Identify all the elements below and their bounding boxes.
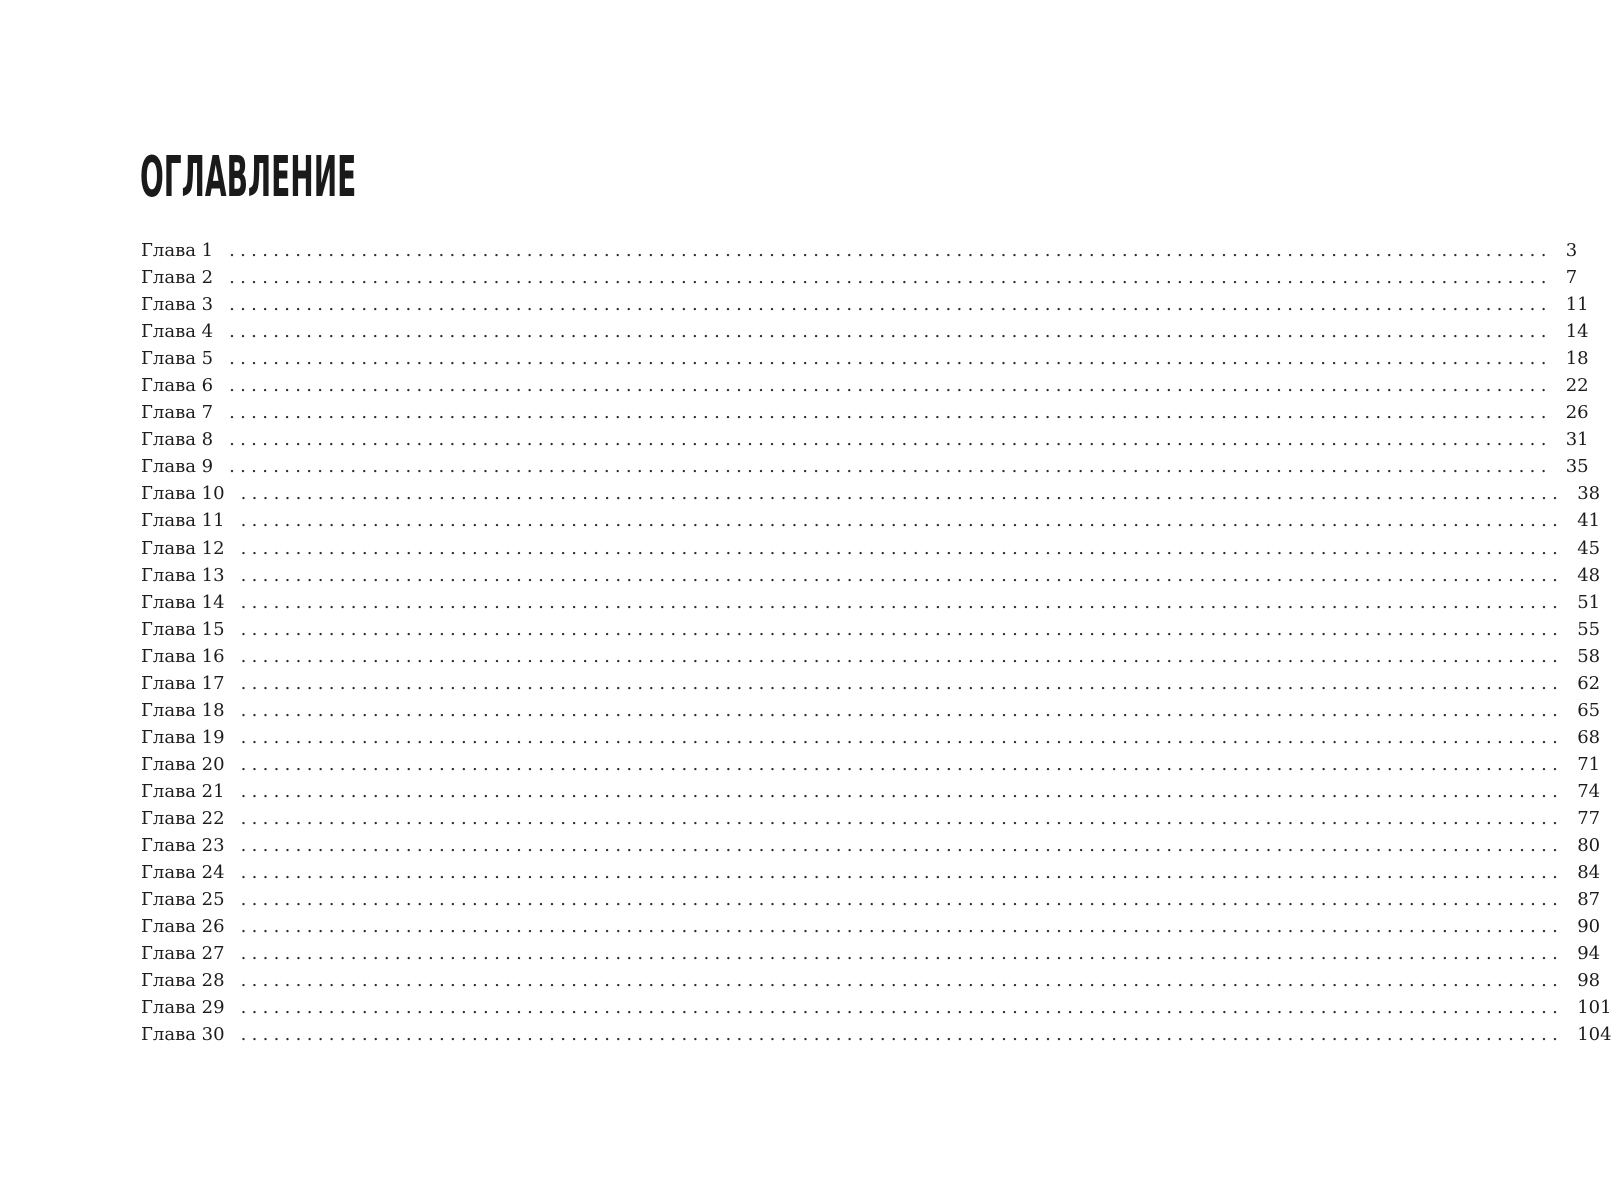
- page-number: 71: [1577, 753, 1601, 775]
- toc-list: [141, 237, 1612, 1048]
- dot-leader: ........................................................................................................................: [229, 456, 1552, 478]
- chapter-label: Глава 27: [141, 943, 225, 965]
- toc-entry[interactable]: [141, 643, 1601, 670]
- page-number: 26: [1565, 402, 1589, 424]
- toc-entry[interactable]: [141, 886, 1601, 913]
- chapter-label: Глава 7: [141, 402, 214, 424]
- toc-entry[interactable]: [141, 589, 1601, 616]
- chapter-label: Глава 22: [141, 807, 225, 829]
- toc-entry[interactable]: [141, 697, 1601, 724]
- toc-entry[interactable]: [141, 237, 1578, 264]
- dot-leader: ........................................................................................................................: [229, 375, 1552, 397]
- dot-leader: ........................................................................................................................: [240, 889, 1564, 911]
- dot-leader: ........................................................................................................................: [240, 672, 1564, 694]
- chapter-label: Глава 11: [141, 510, 225, 532]
- chapter-label: Глава 13: [141, 564, 225, 586]
- toc-entry[interactable]: [141, 535, 1601, 562]
- chapter-label: Глава 23: [141, 835, 225, 857]
- chapter-label: Глава 21: [141, 780, 225, 802]
- page-number: 94: [1577, 943, 1601, 965]
- dot-leader: ........................................................................................................................: [240, 618, 1564, 640]
- chapter-label: Глава 5: [141, 348, 214, 370]
- page-number: 68: [1577, 726, 1601, 748]
- dot-leader: ........................................................................................................................: [240, 483, 1564, 505]
- toc-entry[interactable]: [141, 1021, 1612, 1048]
- chapter-label: Глава 2: [141, 267, 214, 289]
- chapter-label: Глава 6: [141, 375, 214, 397]
- dot-leader: ........................................................................................................................: [229, 267, 1552, 289]
- toc-entry[interactable]: [141, 670, 1601, 697]
- chapter-label: Глава 29: [141, 997, 225, 1019]
- dot-leader: ........................................................................................................................: [229, 240, 1552, 261]
- chapter-label: Глава 15: [141, 618, 225, 640]
- page-number: 45: [1577, 537, 1601, 559]
- page-number: 84: [1577, 862, 1601, 884]
- dot-leader: ........................................................................................................................: [240, 537, 1564, 559]
- toc-entry[interactable]: [141, 778, 1601, 805]
- page-number: 98: [1577, 970, 1601, 992]
- chapter-label: Глава 14: [141, 591, 225, 613]
- chapter-label: Глава 1: [141, 240, 214, 261]
- toc-entry[interactable]: [141, 832, 1601, 859]
- toc-entry[interactable]: [141, 372, 1589, 399]
- toc-entry[interactable]: [141, 967, 1601, 994]
- dot-leader: ........................................................................................................................: [229, 348, 1552, 370]
- page-number: 87: [1577, 889, 1601, 911]
- dot-leader: ........................................................................................................................: [229, 429, 1552, 451]
- page-number: 62: [1577, 672, 1601, 694]
- chapter-label: Глава 4: [141, 321, 214, 343]
- toc-entry[interactable]: [141, 507, 1601, 534]
- page-number: 55: [1577, 618, 1601, 640]
- toc-entry[interactable]: [141, 426, 1589, 453]
- toc-entry[interactable]: [141, 345, 1589, 372]
- dot-leader: ........................................................................................................................: [240, 726, 1564, 748]
- toc-entry[interactable]: [141, 562, 1601, 589]
- chapter-label: Глава 9: [141, 456, 214, 478]
- dot-leader: ........................................................................................................................: [240, 699, 1564, 721]
- toc-entry[interactable]: [141, 399, 1589, 426]
- toc-entry[interactable]: [141, 264, 1578, 291]
- page-number: 41: [1577, 510, 1601, 532]
- toc-entry[interactable]: [141, 913, 1601, 940]
- dot-leader: ........................................................................................................................: [240, 835, 1564, 857]
- chapter-label: Глава 28: [141, 970, 225, 992]
- page-number: 58: [1577, 645, 1601, 667]
- chapter-label: Глава 8: [141, 429, 214, 451]
- chapter-label: Глава 12: [141, 537, 225, 559]
- toc-entry[interactable]: [141, 805, 1601, 832]
- dot-leader: ........................................................................................................................: [240, 807, 1564, 829]
- dot-leader: ........................................................................................................................: [229, 321, 1552, 343]
- dot-leader: ........................................................................................................................: [240, 916, 1564, 938]
- chapter-label: Глава 10: [141, 483, 225, 505]
- toc-entry[interactable]: [141, 616, 1601, 643]
- page-number: 65: [1577, 699, 1601, 721]
- dot-leader: ........................................................................................................................: [240, 943, 1564, 965]
- page-number: 18: [1565, 348, 1589, 370]
- dot-leader: ........................................................................................................................: [240, 997, 1564, 1019]
- chapter-label: Глава 3: [141, 294, 214, 316]
- page-number: 3: [1565, 240, 1578, 261]
- page-number: 11: [1565, 294, 1589, 316]
- toc-entry[interactable]: [141, 724, 1601, 751]
- toc-entry[interactable]: [141, 318, 1589, 345]
- chapter-label: Глава 17: [141, 672, 225, 694]
- toc-entry[interactable]: [141, 751, 1601, 778]
- page-number: 51: [1577, 591, 1601, 613]
- page-number: 74: [1577, 780, 1601, 802]
- dot-leader: ........................................................................................................................: [240, 970, 1564, 992]
- chapter-label: Глава 18: [141, 699, 225, 721]
- dot-leader: ........................................................................................................................: [229, 402, 1552, 424]
- chapter-label: Глава 20: [141, 753, 225, 775]
- chapter-label: Глава 25: [141, 889, 225, 911]
- page-number: 48: [1577, 564, 1601, 586]
- chapter-label: Глава 24: [141, 862, 225, 884]
- toc-entry[interactable]: [141, 994, 1612, 1021]
- dot-leader: ........................................................................................................................: [240, 564, 1564, 586]
- page-number: 14: [1565, 321, 1589, 343]
- dot-leader: ........................................................................................................................: [240, 1024, 1564, 1046]
- chapter-label: Глава 16: [141, 645, 225, 667]
- dot-leader: ........................................................................................................................: [240, 780, 1564, 802]
- toc-entry[interactable]: [141, 859, 1601, 886]
- chapter-label: Глава 26: [141, 916, 225, 938]
- toc-title: ОГЛАВЛЕНИЕ: [140, 145, 357, 210]
- dot-leader: ........................................................................................................................: [240, 591, 1564, 613]
- page-number: 31: [1565, 429, 1589, 451]
- toc-entry[interactable]: [141, 480, 1601, 507]
- page-number: 35: [1565, 456, 1589, 478]
- page-number: 90: [1577, 916, 1601, 938]
- chapter-label: Глава 30: [141, 1024, 225, 1046]
- page-number: 77: [1577, 807, 1601, 829]
- chapter-label: Глава 19: [141, 726, 225, 748]
- page-number: 22: [1565, 375, 1589, 397]
- toc-entry[interactable]: [141, 940, 1601, 967]
- toc-entry[interactable]: [141, 453, 1589, 480]
- dot-leader: ........................................................................................................................: [229, 294, 1552, 316]
- page-number: 80: [1577, 835, 1601, 857]
- dot-leader: ........................................................................................................................: [240, 645, 1564, 667]
- dot-leader: ........................................................................................................................: [240, 510, 1564, 532]
- page-number: 7: [1565, 267, 1578, 289]
- page-number: 38: [1577, 483, 1601, 505]
- dot-leader: ........................................................................................................................: [240, 862, 1564, 884]
- toc-entry[interactable]: [141, 291, 1589, 318]
- dot-leader: ........................................................................................................................: [240, 753, 1564, 775]
- page-number: 104: [1577, 1024, 1612, 1046]
- page-number: 101: [1577, 997, 1612, 1019]
